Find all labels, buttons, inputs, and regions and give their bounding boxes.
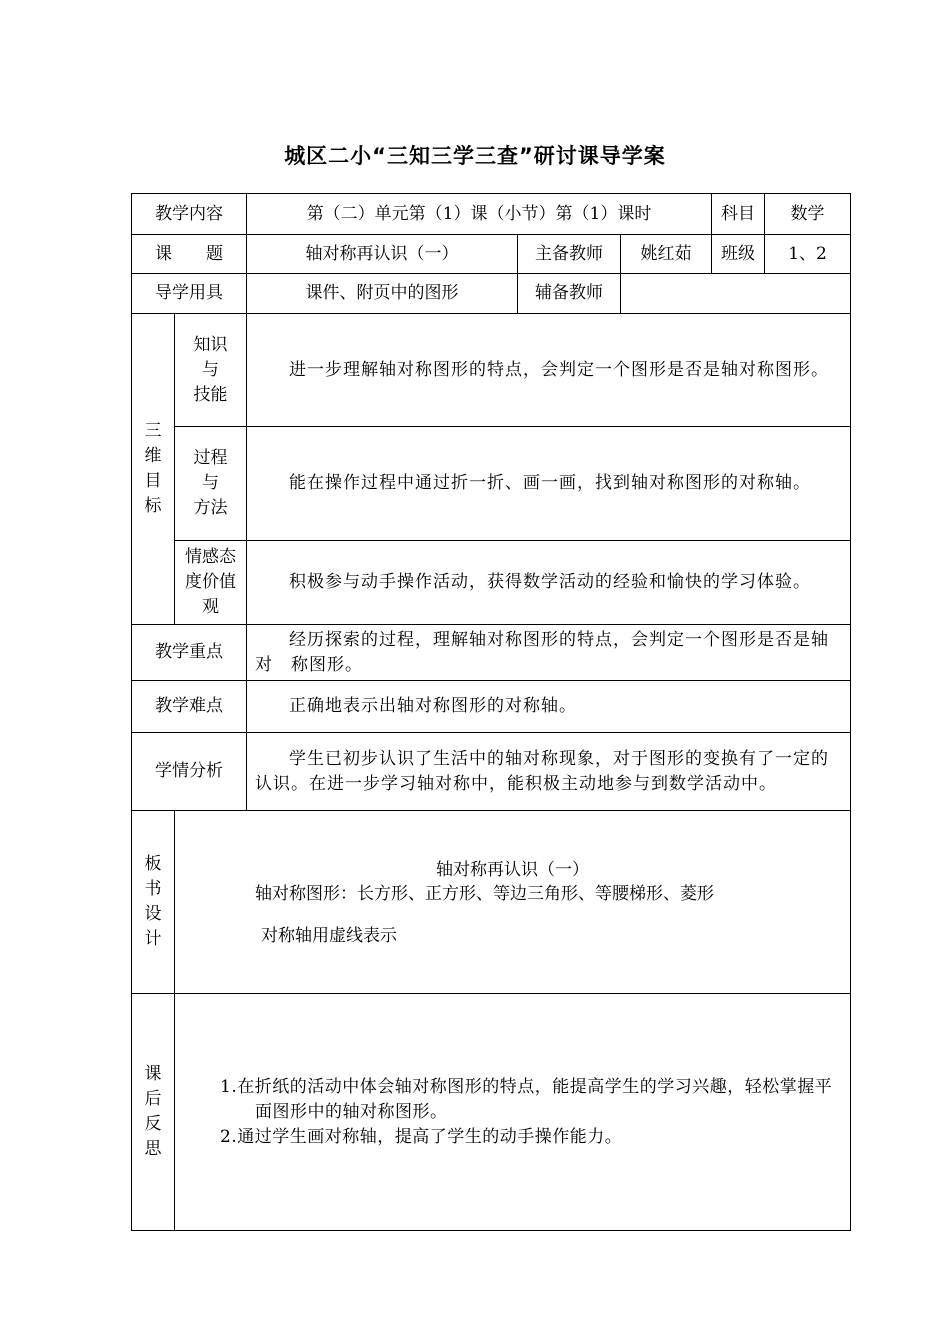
topic-label: 课 题 bbox=[132, 235, 247, 274]
main-teacher-label: 主备教师 bbox=[518, 235, 621, 274]
reflection-label-char: 后 bbox=[144, 1089, 162, 1109]
board-title: 轴对称再认识（一） bbox=[436, 860, 589, 880]
content-row bbox=[132, 194, 851, 235]
assist-teacher-label: 辅备教师 bbox=[518, 274, 621, 314]
knowledge-text: 进一步理解轴对称图形的特点，会判定一个图形是否是轴对称图形。 bbox=[247, 314, 851, 427]
reflection-label-char: 思 bbox=[144, 1139, 162, 1159]
emotion-label-line: 情感态 bbox=[185, 547, 236, 567]
knowledge-label-line: 与 bbox=[202, 359, 219, 380]
emotion-text: 积极参与动手操作活动，获得数学活动的经验和愉快的学习体验。 bbox=[247, 541, 851, 625]
difficulty-label: 教学难点 bbox=[132, 681, 247, 733]
main-teacher-value: 姚红茹 bbox=[621, 235, 712, 274]
board-label-char: 设 bbox=[144, 904, 162, 924]
board-label-char: 计 bbox=[144, 929, 162, 949]
topic-value: 轴对称再认识（一） bbox=[247, 235, 518, 274]
topic-row bbox=[132, 235, 851, 274]
difficulty-row bbox=[132, 681, 851, 733]
goals-label-char: 标 bbox=[144, 496, 162, 516]
class-value: 1、2 bbox=[765, 235, 851, 274]
reflection-content bbox=[175, 994, 851, 1231]
reflection-label bbox=[132, 994, 175, 1231]
process-row bbox=[132, 427, 851, 541]
board-label-char: 板 bbox=[144, 854, 162, 874]
assist-teacher-value bbox=[621, 274, 851, 314]
content-label: 教学内容 bbox=[132, 194, 247, 235]
goals-label-char: 三 bbox=[144, 421, 162, 441]
emotion-row bbox=[132, 541, 851, 625]
analysis-row bbox=[132, 733, 851, 811]
analysis-text: 学生已初步认识了生活中的轴对称现象，对于图形的变换有了一定的认识。在进一步学习轴对称中，能积极主动地参与到数学活动中。 bbox=[247, 733, 851, 811]
analysis-label: 学情分析 bbox=[132, 733, 247, 811]
process-label bbox=[175, 427, 247, 541]
process-label-line: 过程 bbox=[193, 448, 228, 468]
process-label-line: 与 bbox=[202, 473, 219, 493]
process-label-line: 方法 bbox=[193, 498, 228, 518]
goals-label-char: 目 bbox=[144, 471, 162, 491]
difficulty-text: 正确地表示出轴对称图形的对称轴。 bbox=[247, 681, 851, 733]
reflection-label-char: 反 bbox=[144, 1114, 162, 1134]
tools-value: 课件、附页中的图形 bbox=[247, 274, 518, 314]
class-label: 班级 bbox=[712, 235, 765, 274]
lesson-plan-table bbox=[131, 193, 851, 1231]
knowledge-row bbox=[132, 314, 851, 427]
process-text: 能在操作过程中通过折一折、画一画，找到轴对称图形的对称轴。 bbox=[247, 427, 851, 541]
reflection-item-1: 1.在折纸的活动中体会轴对称图形的特点，能提高学生的学习兴趣，轻松掌握平面图形中的轴对称图形。 bbox=[220, 1076, 833, 1122]
page-title: 城区二小“三知三学三查”研讨课导学案 bbox=[284, 144, 666, 168]
reflection-row bbox=[132, 994, 851, 1231]
key-point-row bbox=[132, 625, 851, 681]
reflection-label-char: 课 bbox=[144, 1064, 162, 1084]
reflection-item-2: 2.通过学生画对称轴，提高了学生的动手操作能力。 bbox=[220, 1126, 623, 1147]
goals-label-char: 维 bbox=[144, 446, 162, 466]
emotion-label-line: 观 bbox=[202, 597, 219, 617]
board-content bbox=[175, 811, 851, 994]
subject-label: 科目 bbox=[712, 194, 765, 235]
board-row bbox=[132, 811, 851, 994]
knowledge-label-line: 知识 bbox=[193, 334, 228, 355]
subject-value: 数学 bbox=[765, 194, 851, 235]
emotion-label bbox=[175, 541, 247, 625]
board-label-char: 书 bbox=[144, 879, 162, 899]
knowledge-label bbox=[175, 314, 247, 427]
board-label bbox=[132, 811, 175, 994]
board-line-shapes: 轴对称图形：长方形、正方形、等边三角形、等腰梯形、菱形 bbox=[255, 884, 714, 904]
knowledge-label-line: 技能 bbox=[193, 384, 228, 405]
content-value: 第（二）单元第（1）课（小节）第（1）课时 bbox=[247, 194, 712, 235]
board-line-axis: 对称轴用虚线表示 bbox=[261, 926, 397, 946]
tools-label: 导学用具 bbox=[132, 274, 247, 314]
key-point-text: 经历探索的过程，理解轴对称图形的特点，会判定一个图形是否是轴对 称图形。 bbox=[247, 625, 851, 681]
key-point-label: 教学重点 bbox=[132, 625, 247, 681]
tools-row bbox=[132, 274, 851, 314]
emotion-label-line: 度价值 bbox=[185, 572, 236, 592]
goals-label bbox=[132, 314, 175, 625]
